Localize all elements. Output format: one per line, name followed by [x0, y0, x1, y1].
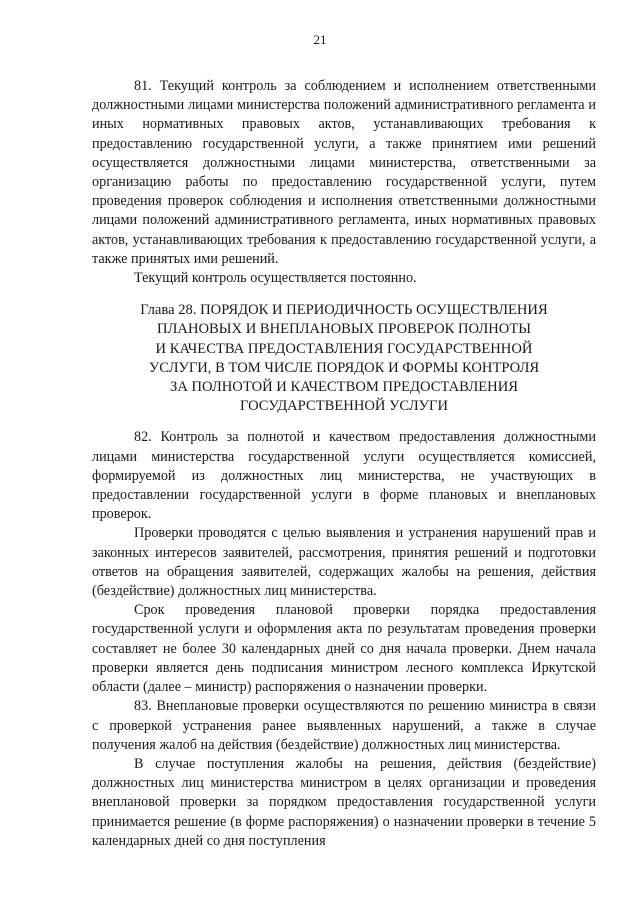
- paragraph-83: 83. Внеплановые проверки осуществляются по решению министра в связи с проверкой устранения ранее выявленных нарушений, а также в случае получения жалоб на действия (бездействие) должностных лиц министерства.: [92, 698, 596, 753]
- paragraph-complaint-case: В случае поступления жалобы на решения, действия (бездействие) должностных лиц министерства министром в целях организации и проведения внеплановой проверки за порядком предоставления государственной услуги принимается решение (в форме распоряжения) о назначении проверки в течение 5 календарных дней со дня поступления: [92, 755, 596, 849]
- heading-line: ПЛАНОВЫХ И ВНЕПЛАНОВЫХ ПРОВЕРОК ПОЛНОТЫ: [157, 321, 531, 338]
- heading-line: УСЛУГИ, В ТОМ ЧИСЛЕ ПОРЯДОК И ФОРМЫ КОНТРОЛЯ: [148, 359, 540, 376]
- heading-line: ГОСУДАРСТВЕННОЙ УСЛУГИ: [240, 398, 448, 415]
- paragraph-inspection-term: Срок проведения плановой проверки порядка предоставления государственной услуги и оформления акта по результатам проведения проверки составляет не более 30 календарных дней со дня начала проверки. Днем начала проверки является день подписания министром лесного комплекса Иркутской области (далее – министр) распоряжения о назначении проверки.: [92, 602, 596, 696]
- paragraph-inspection-purpose: Проверки проводятся с целью выявления и устранения нарушений прав и законных интересов заявителей, рассмотрения, принятия решений и подготовки ответов на обращения заявителей, содержащих жалобы на решения, действия (бездействие) должностных лиц министерства.: [92, 525, 596, 600]
- chapter-28-heading: [92, 301, 596, 416]
- heading-line: ЗА ПОЛНОТОЙ И КАЧЕСТВОМ ПРЕДОСТАВЛЕНИЯ: [170, 379, 518, 396]
- page-number: 21: [313, 32, 327, 47]
- heading-line: Глава 28. ПОРЯДОК И ПЕРИОДИЧНОСТЬ ОСУЩЕСТВЛЕНИЯ: [140, 302, 548, 319]
- document-body: [92, 77, 596, 851]
- paragraph-82: 82. Контроль за полнотой и качеством предоставления должностными лицами министерства государственной услуги осуществляется комиссией, формируемой из должностных лиц министерства, не участвующих в предоставлении государственной услуги в форме плановых и внеплановых проверок.: [92, 429, 596, 523]
- heading-line: И КАЧЕСТВА ПРЕДОСТАВЛЕНИЯ ГОСУДАРСТВЕННОЙ: [155, 340, 533, 357]
- paragraph-current-control: Текущий контроль осуществляется постоянно.: [134, 270, 417, 287]
- paragraph-81: 81. Текущий контроль за соблюдением и исполнением ответственными должностными лицами министерства положений административного регламента и иных нормативных правовых актов, устанавливающих требования к предоставлению государственной услуги, а также принятием ими решений осуществляется должностными лицами министерства, ответственными за организацию работы по предоставлению государственной услуги, путем проведения проверок соблюдения и исполнения ответственными должностными лицами положений административного регламента, иных нормативных правовых актов, устанавливающих требования к предоставлению государственной услуги, а также принятых ими решений.: [92, 78, 596, 267]
